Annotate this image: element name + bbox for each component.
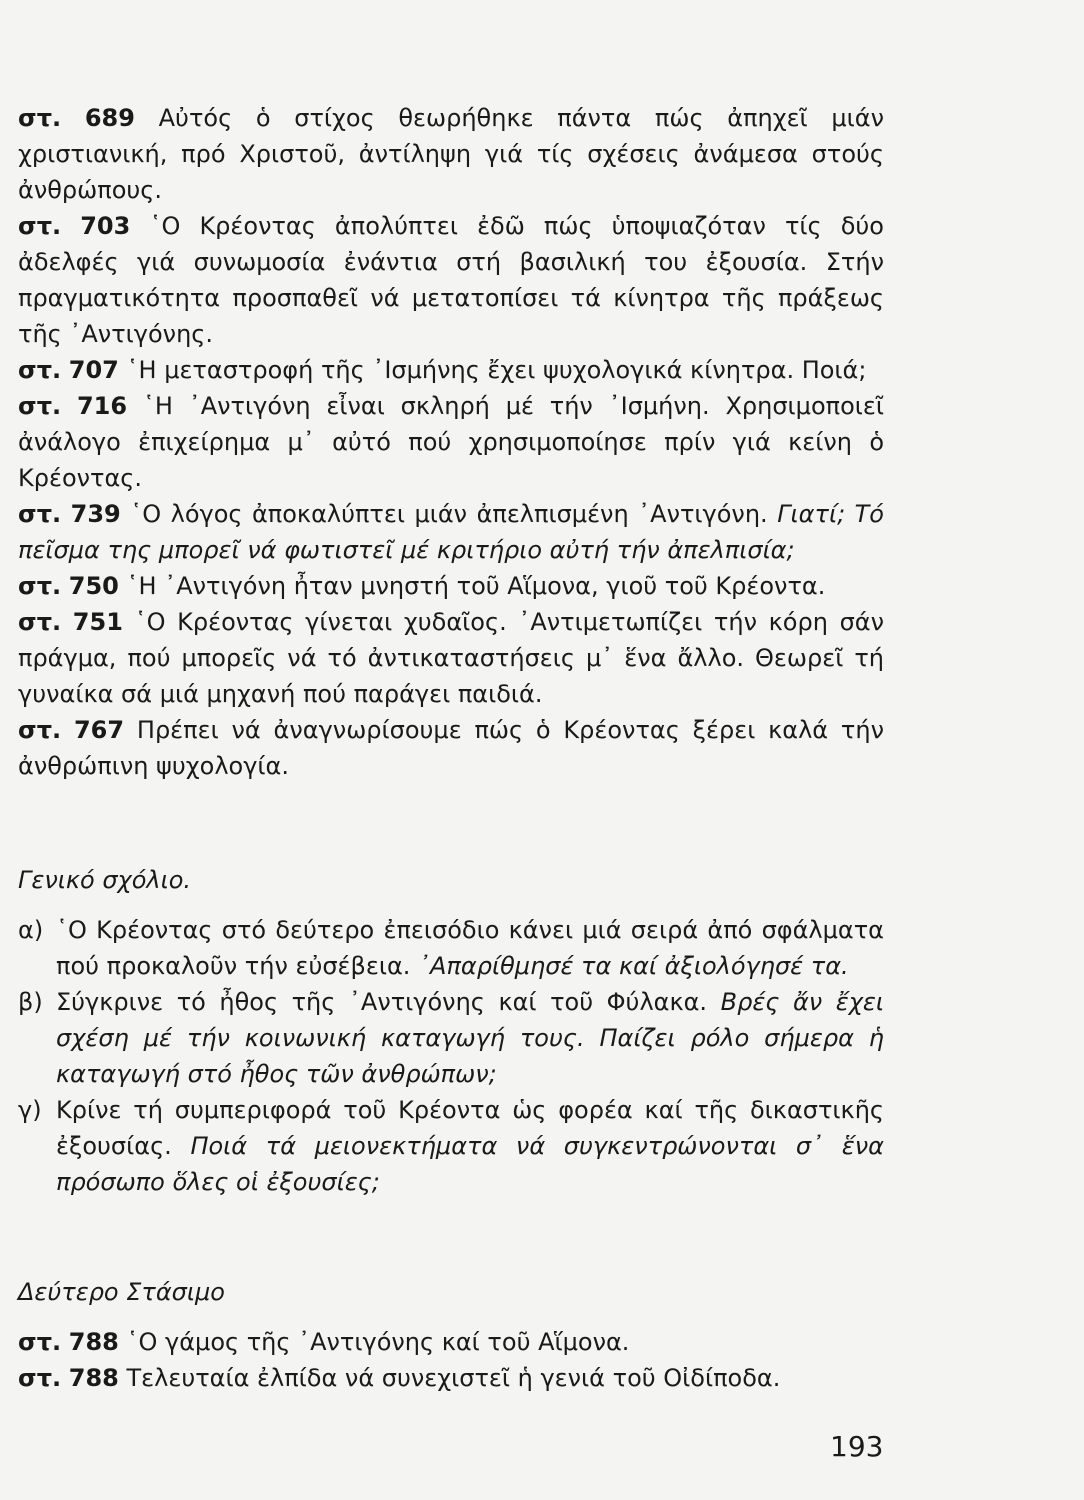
general-comment-heading: Γενικό σχόλιο. <box>18 866 192 894</box>
entry-number: 788 <box>68 1364 119 1392</box>
option-marker: β) <box>18 988 43 1016</box>
entry-label: στ. <box>18 572 62 600</box>
entry-739 <box>18 496 884 568</box>
option-a <box>18 912 884 984</box>
entry-label: στ. <box>18 212 62 240</box>
entry-number: 739 <box>70 500 121 528</box>
entry-689 <box>18 100 884 208</box>
section-heading: Δεύτερο Στάσιμο <box>18 1278 225 1306</box>
option-question: Βρές ἄν ἔχει σχέση μέ τήν κοινωνική καταγωγή τους. Παίζει ρόλο σήμερα ἡ καταγωγή στό ἦθος τῶν ἀνθρώπων; <box>56 988 884 1088</box>
entry-text: Τελευταία ἐλπίδα νά συνεχιστεῖ ἡ γενιά τοῦ Οἰδίποδα. <box>126 1364 781 1392</box>
entry-number: 716 <box>76 392 128 420</box>
entry-text: ῾Ο γάμος τῆς ᾿Αντιγόνης καί τοῦ Αἵμονα. <box>126 1328 630 1356</box>
option-marker: γ) <box>18 1096 42 1124</box>
entry-label: στ. <box>18 500 62 528</box>
option-question: ᾿Απαρίθμησέ τα καί ἀξιολόγησέ τα. <box>418 952 849 980</box>
entry-text: Πρέπει νά ἀναγνωρίσουμε πώς ὁ Κρέοντας ξέρει καλά τήν ἀνθρώπινη ψυχολογία. <box>18 716 884 780</box>
option-b <box>18 984 884 1092</box>
entry-716 <box>18 388 884 496</box>
entry-label: στ. <box>18 356 62 384</box>
entries-block <box>18 100 884 784</box>
entry-text: ῾Ο Κρέοντας γίνεται χυδαῖος. ᾿Αντιμετωπίζει τήν κόρη σάν πράγμα, πού μπορεῖς νά τό ἀντικαταστήσεις μ᾿ ἕνα ἄλλο. Θεωρεῖ τή γυναίκα σά μιά μηχανή πού παράγει παιδιά. <box>18 608 885 708</box>
entry-label: στ. <box>18 608 62 636</box>
entry-number: 703 <box>80 212 131 240</box>
entry-text: ῾Η ᾿Αντιγόνη εἶναι σκληρή μέ τήν ᾿Ισμήνη. Χρησιμοποιεῖ ἀνάλογο ἐπιχείρημα μ᾿ αὐτό πού χρησιμοποίησε πρίν γιά κείνη ὁ Κρέοντας. <box>18 392 884 492</box>
entry-label: στ. <box>18 716 62 744</box>
entry-text: ῾Η μεταστροφή τῆς ᾿Ισμήνης ἔχει ψυχολογικά κίνητρα. Ποιά; <box>126 356 867 384</box>
option-text: Κρίνε τή συμπεριφορά τοῦ Κρέοντα ὡς φορέα καί τῆς δικαστικῆς ἐξουσίας. <box>56 1096 884 1160</box>
option-text: Σύγκρινε τό ἦθος τῆς ᾿Αντιγόνης καί τοῦ Φύλακα. <box>56 988 708 1016</box>
entry-text: ῾Ο Κρέοντας ἀπολύπτει ἐδῶ πώς ὑποψιαζόταν τίς δύο ἀδελφές γιά συνωμοσία ἐνάντια στή βασιλική του ἐξουσία. Στήν πραγματικότητα προσπαθεῖ νά μετατοπίσει τά κίνητρα τῆς πράξεως τῆς ᾿Αντιγόνης. <box>18 212 884 348</box>
entry-number: 767 <box>73 716 125 744</box>
entry-question: Γιατί; Τό πεῖσμα της μπορεῖ νά φωτιστεῖ μέ κριτήριο αὐτή τήν ἀπελπισία; <box>18 500 884 564</box>
entry-label: στ. <box>18 1364 62 1392</box>
entry-751 <box>18 604 884 712</box>
entry-number: 750 <box>68 572 119 600</box>
entry-number: 788 <box>68 1328 119 1356</box>
option-marker: α) <box>18 916 44 944</box>
entry-label: στ. <box>18 104 62 132</box>
entry-number: 689 <box>84 104 135 132</box>
entry-750 <box>18 568 884 604</box>
entry-label: στ. <box>18 1328 62 1356</box>
entry-703 <box>18 208 884 352</box>
option-c <box>18 1092 884 1200</box>
option-question: Ποιά τά μειονεκτήματα νά συγκεντρώνονται σ᾿ ἕνα πρόσωπο ὅλες οἱ ἐξουσίες; <box>56 1132 884 1196</box>
entry-text: ῾Ο λόγος ἀποκαλύπτει μιάν ἀπελπισμένη ᾿Αντιγόνη. <box>130 500 768 528</box>
section-entry <box>18 1324 884 1360</box>
entry-707 <box>18 352 884 388</box>
section-entry <box>18 1360 884 1396</box>
option-text: ῾Ο Κρέοντας στό δεύτερο ἐπεισόδιο κάνει μιά σειρά ἀπό σφάλματα πού προκαλοῦν τήν εὐσέβεια. <box>56 916 884 980</box>
page-number: 193 <box>830 1430 884 1463</box>
entry-label: στ. <box>18 392 62 420</box>
entry-text: Αὐτός ὁ στίχος θεωρήθηκε πάντα πώς ἀπηχεῖ μιάν χριστιανική, πρό Χριστοῦ, ἀντίληψη γιά τίς σχέσεις ἀνάμεσα στούς ἀνθρώπους. <box>18 104 884 204</box>
entry-767 <box>18 712 884 784</box>
entry-text: ῾Η ᾿Αντιγόνη ἦταν μνηστή τοῦ Αἵμονα, γιοῦ τοῦ Κρέοντα. <box>126 572 826 600</box>
entry-number: 751 <box>72 608 123 636</box>
section-entries <box>18 1324 884 1396</box>
entry-number: 707 <box>68 356 119 384</box>
general-comment-options <box>18 912 884 1200</box>
